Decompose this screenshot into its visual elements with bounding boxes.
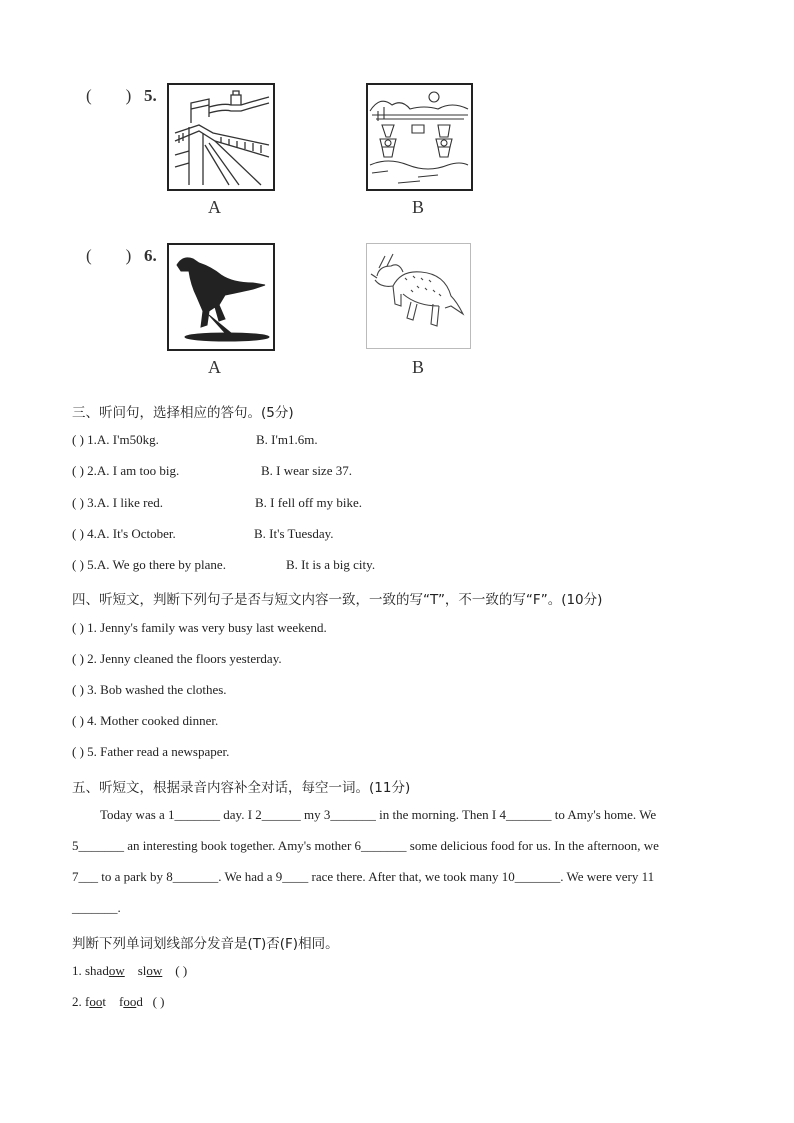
- s3-item-3-b: B. I fell off my bike.: [255, 495, 362, 510]
- phonics-1-answer[interactable]: ( ): [175, 963, 188, 978]
- s3-item-1-b: B. I'm1.6m.: [256, 432, 318, 447]
- phonics-item-1: [72, 963, 187, 979]
- s5-line-4: _______.: [72, 900, 121, 915]
- section4-title: 四、听短文，判断下列句子是否与短文内容一致，一致的写“T”，不一致的写“F”。(10分): [72, 592, 603, 608]
- q6-paren: ( ): [86, 246, 132, 265]
- s3-item-1: [72, 432, 318, 448]
- s3-item-2: [72, 463, 352, 479]
- s3-item-3-a: ( ) 3.A. I like red.: [72, 495, 163, 510]
- s3-item-2-b: B. I wear size 37.: [261, 463, 352, 478]
- s5-line-2: 5_______ an interesting book together. Amy's mother 6_______ some delicious food for us. In the afternoon, we: [72, 838, 659, 853]
- s3-item-4-b: B. It's Tuesday.: [254, 526, 334, 541]
- s3-item-1-a: ( ) 1.A. I'm50kg.: [72, 432, 159, 447]
- q5-number: 5.: [144, 86, 157, 105]
- q5-option-a-label: A: [208, 197, 221, 217]
- phonics-2-word2: food: [118, 994, 143, 1009]
- running-dinosaur-picture[interactable]: [167, 243, 275, 351]
- triceratops-picture[interactable]: [366, 243, 471, 349]
- s3-item-5-a: ( ) 5.A. We go there by plane.: [72, 557, 226, 572]
- s4-item-1: ( ) 1. Jenny's family was very busy last weekend.: [72, 620, 327, 635]
- q6-number: 6.: [144, 246, 157, 265]
- phonics-2-answer[interactable]: ( ): [152, 994, 165, 1009]
- q5-paren: ( ): [86, 86, 132, 105]
- phonics-1-word1: shadow: [85, 963, 125, 978]
- section5-title: 五、听短文，根据录音内容补全对话，每空一词。(11分): [72, 780, 411, 796]
- phonics-title: 判断下列单词划线部分发音是(T)否(F)相同。: [72, 936, 339, 952]
- triceratops-drawing: [367, 244, 470, 348]
- s3-item-4-a: ( ) 4.A. It's October.: [72, 526, 176, 541]
- s3-item-4: [72, 526, 334, 542]
- s3-item-5: [72, 557, 376, 573]
- s4-item-5: ( ) 5. Father read a newspaper.: [72, 744, 230, 759]
- running-dinosaur-drawing: [169, 245, 273, 349]
- s3-item-2-a: ( ) 2.A. I am too big.: [72, 463, 180, 478]
- section3-title: 三、听问句，选择相应的答句。(5分): [72, 405, 294, 421]
- phonics-1-word2: slow: [137, 963, 163, 978]
- great-wall-drawing: [169, 85, 273, 189]
- q5-option-b-label: B: [412, 197, 425, 217]
- west-lake-picture[interactable]: [366, 83, 473, 191]
- phonics-item-2: [72, 994, 164, 1010]
- s4-item-2: ( ) 2. Jenny cleaned the floors yesterday.: [72, 651, 282, 666]
- s3-item-3: [72, 495, 362, 511]
- q6-option-a-label: A: [208, 357, 221, 377]
- phonics-2-word1: foot: [85, 994, 106, 1009]
- s4-item-3: ( ) 3. Bob washed the clothes.: [72, 682, 227, 697]
- great-wall-picture[interactable]: [167, 83, 275, 191]
- s5-line-1: Today was a 1_______ day. I 2______ my 3_______ in the morning. Then I 4_______ to Amy's home. We: [100, 807, 657, 822]
- phonics-1-num: 1.: [72, 963, 82, 978]
- q6-option-b-label: B: [412, 357, 425, 377]
- s3-item-5-b: B. It is a big city.: [286, 557, 376, 572]
- phonics-2-num: 2.: [72, 994, 82, 1009]
- s4-item-4: ( ) 4. Mother cooked dinner.: [72, 713, 219, 728]
- s5-line-3: 7___ to a park by 8_______. We had a 9____ race there. After that, we took many 10_______. We were very 11: [72, 869, 655, 884]
- west-lake-drawing: [368, 85, 471, 189]
